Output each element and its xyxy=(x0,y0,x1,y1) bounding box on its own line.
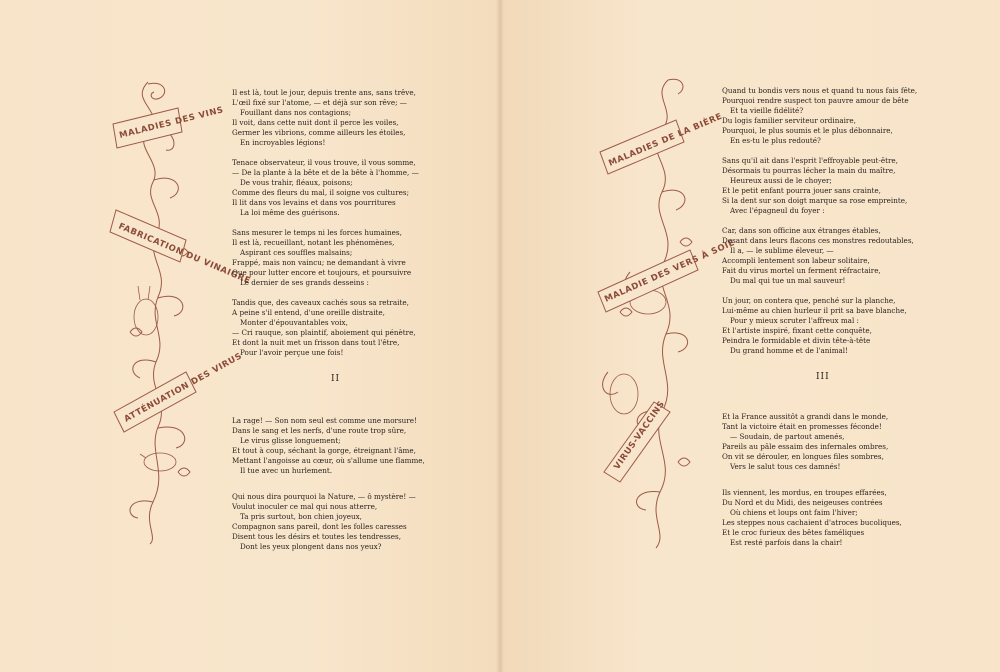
verse-line: Il tue avec un hurlement. xyxy=(240,466,333,475)
verse-line: En incroyables légions! xyxy=(240,138,326,147)
verse-line: Pourquoi, le plus soumis et le plus débonnaire, xyxy=(722,126,893,135)
verse-line: Si la dent sur son doigt marque sa rose empreinte, xyxy=(722,196,908,205)
verse-line: Pourquoi rendre suspect ton pauvre amour de bête xyxy=(722,96,909,105)
verse-line: Pareils au pâle essaim des infernales ombres, xyxy=(722,442,889,451)
verse-line: Il est là, recueillant, notant les phénomènes, xyxy=(232,238,395,247)
verse-line: Ils viennent, les mordus, en troupes effarées, xyxy=(722,488,887,497)
stanza xyxy=(722,156,917,216)
verse-line: Et ta vieille fidélité? xyxy=(730,106,804,115)
right-ornament xyxy=(590,72,737,552)
verse-line: Mettant l'angoisse au cœur, où s'allume une flamme, xyxy=(232,456,425,465)
svg-text:VIRUS-VACCINS: VIRUS-VACCINS xyxy=(612,399,668,472)
stanza xyxy=(722,296,917,356)
verse-line: Du logis familier serviteur ordinaire, xyxy=(722,116,856,125)
verse-line: Dans le sang et les nerfs, d'une route trop sûre, xyxy=(232,426,407,435)
verse-line: Avec l'épagneul du foyer : xyxy=(730,206,825,215)
verse-line: Frappé, mais non vaincu; ne demandant à vivre xyxy=(232,258,406,267)
poem-left-top xyxy=(232,88,419,368)
verse-line: Aspirant ces souffles malsains; xyxy=(240,248,353,257)
svg-text:ATTÉNUATION DES VIRUS: ATTÉNUATION DES VIRUS xyxy=(122,351,245,425)
banner-left-1 xyxy=(113,105,225,148)
verse-line: La loi même des guérisons. xyxy=(240,208,340,217)
verse-line: Du mal qui tue un mal sauveur! xyxy=(730,276,846,285)
stanza xyxy=(722,488,902,548)
svg-text:MALADIES DE LA BIÈRE: MALADIES DE LA BIÈRE xyxy=(607,111,725,169)
verse-line: Que pour lutter encore et toujours, et poursuivre xyxy=(232,268,412,277)
verse-line: Pour l'avoir perçue une fois! xyxy=(240,348,344,357)
verse-line: En es-tu le plus redouté? xyxy=(730,136,821,145)
verse-line: Il a, — le sublime éleveur, — xyxy=(730,246,834,255)
verse-line: Tant la victoire était en promesses féconde! xyxy=(722,422,882,431)
stanza xyxy=(232,492,425,552)
verse-line: Dont les yeux plongent dans nos yeux? xyxy=(240,542,382,551)
verse-line: Du Nord et du Midi, des neigeuses contrées xyxy=(722,498,883,507)
verse-line: L'œil fixé sur l'atome, — et déjà sur son rêve; — xyxy=(232,98,407,107)
verse-line: De vous trahir, fléaux, poisons; xyxy=(240,178,353,187)
verse-line: Et la France aussitôt a grandi dans le monde, xyxy=(722,412,889,421)
verse-line: Monter d'épouvantables voix, xyxy=(240,318,348,327)
verse-line: Et l'artiste inspiré, fixant cette conquête, xyxy=(722,326,872,335)
verse-line: Vers le salut tous ces damnés! xyxy=(730,462,841,471)
right-page xyxy=(500,0,1000,672)
verse-line: Est resté parfois dans la chair! xyxy=(730,538,843,547)
verse-line: Fouillant dans nos contagions; xyxy=(240,108,352,117)
verse-line: Tandis que, des caveaux cachés sous sa retraite, xyxy=(232,298,409,307)
verse-line: Fait du virus mortel un ferment réfractaire, xyxy=(722,266,881,275)
svg-text:FABRICATION DU VINAIGRE: FABRICATION DU VINAIGRE xyxy=(116,221,253,287)
stanza xyxy=(232,88,419,148)
verse-line: — Cri rauque, son plaintif, aboiement qui pénètre, xyxy=(232,328,416,337)
verse-line: Lui-même au chien hurleur il prit sa bave blanche, xyxy=(722,306,907,315)
verse-line: Le virus glisse longuement; xyxy=(240,436,341,445)
banner-left-2 xyxy=(110,210,252,287)
verse-line: Pour y mieux scruter l'affreux mal : xyxy=(730,316,859,325)
book-gutter xyxy=(496,0,504,672)
stanza xyxy=(232,416,425,476)
verse-line: Sans qu'il ait dans l'esprit l'effroyable peut-être, xyxy=(722,156,898,165)
verse-line: La rage! — Son nom seul est comme une morsure! xyxy=(232,416,417,425)
verse-line: Il est là, tout le jour, depuis trente ans, sans trêve, xyxy=(232,88,416,97)
stanza xyxy=(722,412,902,472)
left-ornament xyxy=(108,72,253,547)
verse-line: Voulut inoculer ce mal qui nous atterre, xyxy=(232,502,378,511)
poem-right-bottom xyxy=(722,412,902,558)
verse-line: Accompli lentement son labeur solitaire, xyxy=(722,256,870,265)
verse-line: On vit se dérouler, en longues files sombres, xyxy=(722,452,884,461)
verse-line: Et tout à coup, séchant la gorge, étreignant l'âme, xyxy=(232,446,416,455)
verse-line: A peine s'il entend, d'une oreille distraite, xyxy=(232,308,385,317)
verse-line: Sans mesurer le temps ni les forces humaines, xyxy=(232,228,402,237)
verse-line: Les steppes nous cachaient d'atroces bucoliques, xyxy=(722,518,902,527)
poem-left-bottom xyxy=(232,416,425,562)
stanza xyxy=(232,228,419,288)
stanza xyxy=(722,86,917,146)
verse-line: Tenace observateur, il vous trouve, il vous somme, xyxy=(232,158,416,167)
stanza xyxy=(232,158,419,218)
verse-line: Du grand homme et de l'animal! xyxy=(730,346,848,355)
verse-line: Qui nous dira pourquoi la Nature, — ô mystère! — xyxy=(232,492,416,501)
verse-line: Désormais tu pourras lécher la main du maître, xyxy=(722,166,896,175)
stanza xyxy=(722,226,917,286)
verse-line: Ta pris surtout, bon chien joyeux, xyxy=(240,512,362,521)
section-numeral-right: III xyxy=(816,372,830,382)
section-numeral-left: II xyxy=(331,374,341,384)
verse-line: Heureux aussi de le choyer; xyxy=(730,176,832,185)
verse-line: Compagnon sans pareil, dont les folles caresses xyxy=(232,522,407,531)
verse-line: Germer les vibrions, comme ailleurs les étoiles, xyxy=(232,128,406,137)
verse-line: Un jour, on contera que, penché sur la planche, xyxy=(722,296,896,305)
verse-line: Le dernier de ses grands desseins : xyxy=(240,278,369,287)
verse-line: — De la plante à la bête et de la bête à l'homme, — xyxy=(232,168,419,177)
verse-line: Il voit, dans cette nuit dont il perce les voiles, xyxy=(232,118,399,127)
verse-line: — Soudain, de partout amenés, xyxy=(730,432,845,441)
verse-line: Disent tous les désirs et toutes les tendresses, xyxy=(232,532,401,541)
banner-left-3 xyxy=(114,349,244,432)
verse-line: Où chiens et loups ont faim l'hiver; xyxy=(730,508,858,517)
verse-line: Peindra le formidable et divin tête-à-tête xyxy=(722,336,871,345)
verse-line: Et dont la nuit met un frisson dans tout l'être, xyxy=(232,338,400,347)
stanza xyxy=(232,298,419,358)
verse-line: Il lit dans vos levains et dans vos pourritures xyxy=(232,198,396,207)
verse-line: Dosant dans leurs flacons ces monstres redoutables, xyxy=(722,236,914,245)
verse-line: Car, dans son officine aux étranges étables, xyxy=(722,226,881,235)
verse-line: Et le croc furieux des bêtes faméliques xyxy=(722,528,865,537)
vine-ornament-right xyxy=(590,72,737,552)
poem-right-top xyxy=(722,86,917,366)
svg-text:MALADIE DES VERS À SOIE: MALADIE DES VERS À SOIE xyxy=(603,238,737,305)
verse-line: Comme des fleurs du mal, il soigne vos cultures; xyxy=(232,188,409,197)
svg-text:MALADIES DES VINS: MALADIES DES VINS xyxy=(118,105,225,141)
vine-ornament-left xyxy=(108,72,253,547)
verse-line: Et le petit enfant pourra jouer sans crainte, xyxy=(722,186,881,195)
verse-line: Quand tu bondis vers nous et quand tu nous fais fête, xyxy=(722,86,918,95)
